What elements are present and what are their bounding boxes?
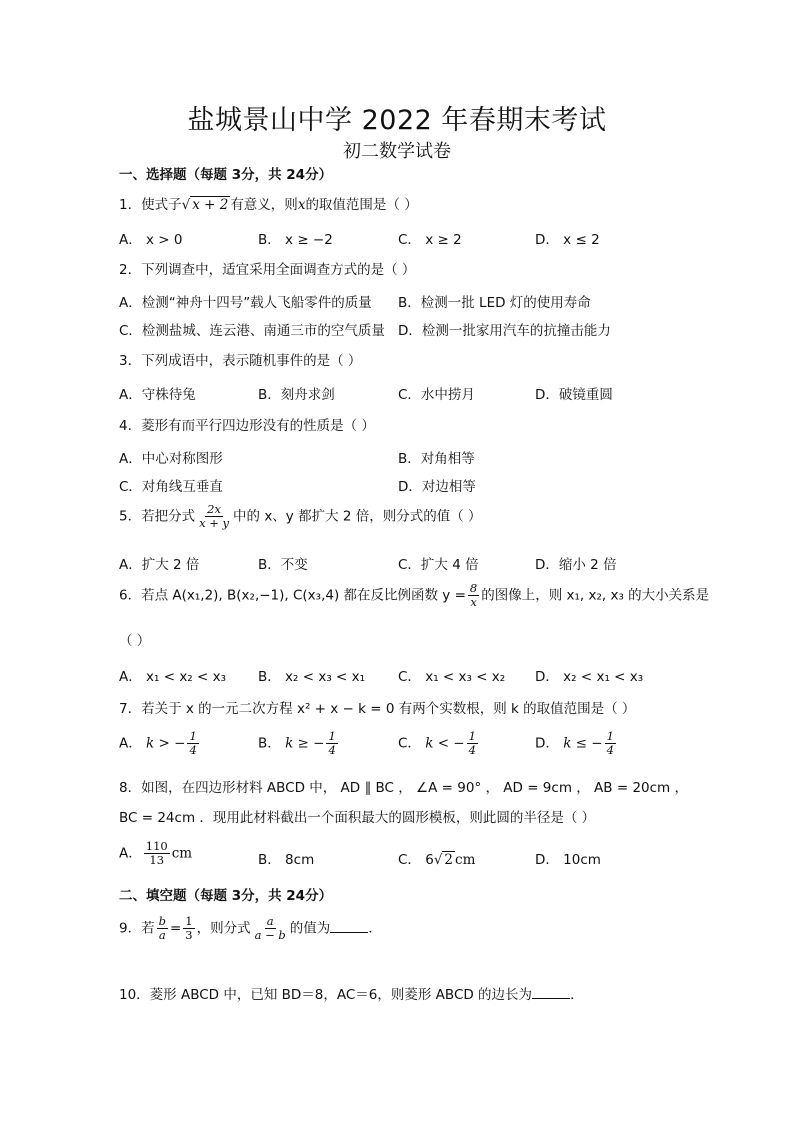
q9-f2-denominator: 3 bbox=[185, 928, 193, 943]
q1-post: 的取值范围是（ ） bbox=[305, 197, 418, 213]
q7-d-fraction bbox=[605, 730, 616, 757]
q7-b-relation: k ≥ − bbox=[285, 735, 325, 752]
q7-d-denominator: 4 bbox=[606, 743, 614, 758]
q9-answer-blank[interactable] bbox=[330, 920, 368, 933]
q2-option-a: A．检测“神舟十四号”载人飞船零件的质量 bbox=[119, 295, 372, 311]
q8-a-denominator: 13 bbox=[149, 853, 165, 868]
q7-a-fraction bbox=[187, 730, 198, 757]
q9-f2-numerator: 1 bbox=[185, 914, 193, 928]
q3-option-d: D．破镜重圆 bbox=[535, 387, 613, 403]
q8-a-unit: cm bbox=[171, 845, 193, 862]
q9-f3-numerator: a bbox=[266, 914, 274, 928]
q5-post: 中的 x、y 都扩大 2 倍，则分式的值（ ） bbox=[233, 508, 482, 525]
q7-c-numerator: 1 bbox=[468, 729, 476, 743]
q8-c-sqrt: √ 2 bbox=[433, 852, 454, 868]
q8-c-radicand: 2 bbox=[444, 852, 454, 868]
q6-option-a: A． x₁ < x₂ < x₃ bbox=[119, 669, 227, 685]
question-10 bbox=[119, 983, 584, 1003]
q3-option-b: B．刻舟求剑 bbox=[258, 387, 335, 403]
q7-c-fraction bbox=[467, 730, 478, 757]
q5-option-c: C．扩大 4 倍 bbox=[398, 557, 479, 573]
q5-option-b: B．不变 bbox=[258, 557, 308, 573]
q7-a-label: A． bbox=[119, 735, 142, 752]
q1-option-a: A． x > 0 bbox=[119, 232, 183, 248]
q7-a-numerator: 1 bbox=[189, 729, 197, 743]
question-4: 4．菱形有而平行四边形没有的性质是（ ） bbox=[119, 418, 375, 434]
q9-equals: = bbox=[169, 920, 182, 937]
q6-post: 的图像上，则 x₁, x₂, x₃ 的大小关系是 bbox=[481, 587, 710, 604]
q9-mid: ，则分式 bbox=[196, 920, 251, 937]
q6-numerator: 8 bbox=[469, 581, 478, 595]
q4-option-a: A．中心对称图形 bbox=[119, 451, 223, 467]
q7-b-label: B． bbox=[258, 735, 281, 752]
q5-option-a: A．扩大 2 倍 bbox=[119, 557, 200, 573]
q6-fraction bbox=[468, 582, 479, 609]
q3-option-a: A．守株待兔 bbox=[119, 387, 196, 403]
q7-d-numerator: 1 bbox=[606, 729, 614, 743]
q9-post: 的值为 bbox=[289, 920, 331, 937]
section-heading-fill: 二、填空题（每题 3分，共 24分） bbox=[119, 888, 333, 904]
q9-fraction-2 bbox=[183, 915, 194, 942]
q1-pre: 1．使式子 bbox=[119, 197, 182, 213]
q5-numerator: 2x bbox=[207, 502, 221, 516]
q2-option-b: B．检测一批 LED 灯的使用寿命 bbox=[398, 295, 591, 311]
q9-fraction-1 bbox=[157, 915, 168, 942]
q7-option-a bbox=[119, 730, 201, 757]
q10-stem: 10．菱形 ABCD 中，已知 BD＝8，AC＝6，则菱形 ABCD 的边长为 bbox=[119, 987, 533, 1003]
q8-a-fraction bbox=[144, 840, 170, 867]
q8-c-unit: cm bbox=[455, 852, 476, 868]
q7-a-denominator: 4 bbox=[189, 743, 197, 758]
q7-c-label: C． bbox=[398, 735, 421, 752]
q9-pre: 9．若 bbox=[119, 920, 155, 937]
q6-option-c: C． x₁ < x₃ < x₂ bbox=[398, 669, 506, 685]
question-6 bbox=[119, 582, 709, 609]
q8-a-numerator: 110 bbox=[145, 839, 168, 853]
q9-end: ． bbox=[368, 920, 382, 937]
q7-option-c bbox=[398, 730, 480, 757]
q6-denominator: x bbox=[470, 595, 477, 610]
q9-f1-numerator: b bbox=[158, 914, 166, 928]
q7-b-fraction bbox=[326, 730, 337, 757]
q10-end: ． bbox=[570, 987, 584, 1003]
q9-fraction-3 bbox=[253, 915, 288, 942]
q1-mid: 有意义，则 bbox=[230, 197, 298, 213]
q1-option-c: C． x ≥ 2 bbox=[398, 232, 462, 248]
page-title: 盐城景山中学 2022 年春期末考试 bbox=[187, 105, 607, 136]
q6-option-b: B． x₂ < x₃ < x₁ bbox=[258, 669, 366, 685]
question-3: 3．下列成语中，表示随机事件的是（ ） bbox=[119, 353, 362, 369]
q7-d-relation: k ≤ − bbox=[563, 735, 603, 752]
section-heading-choice: 一、选择题（每题 3分，共 24分） bbox=[119, 167, 333, 183]
q5-option-d: D．缩小 2 倍 bbox=[535, 557, 617, 573]
question-5 bbox=[119, 503, 482, 530]
q7-d-label: D． bbox=[535, 735, 559, 752]
q7-c-denominator: 4 bbox=[468, 743, 476, 758]
q1-radicand: x + 2 bbox=[192, 197, 229, 213]
page-subtitle: 初二数学试卷 bbox=[343, 141, 451, 162]
question-2: 2．下列调查中，适宜采用全面调查方式的是（ ） bbox=[119, 262, 416, 278]
q5-denominator: x + y bbox=[199, 516, 230, 531]
sqrt-expression: √ x + 2 bbox=[181, 197, 229, 213]
q7-a-relation: k > − bbox=[146, 735, 186, 752]
q1-option-b: B． x ≥ −2 bbox=[258, 232, 333, 248]
q8-c-label: C． 6 bbox=[398, 852, 434, 868]
q7-option-d bbox=[535, 730, 618, 757]
q7-c-relation: k < − bbox=[425, 735, 465, 752]
q1-option-d: D． x ≤ 2 bbox=[535, 232, 600, 248]
q2-option-d: D．检测一批家用汽车的抗撞击能力 bbox=[398, 323, 611, 339]
q3-option-c: C．水中捞月 bbox=[398, 387, 475, 403]
question-9 bbox=[119, 915, 382, 942]
q1-var: x bbox=[297, 197, 306, 213]
q8-option-a bbox=[119, 840, 192, 867]
q7-b-denominator: 4 bbox=[328, 743, 336, 758]
q6-answer-paren: （ ） bbox=[119, 633, 151, 649]
q4-option-b: B．对角相等 bbox=[398, 451, 475, 467]
q5-pre: 5．若把分式 bbox=[119, 508, 196, 525]
q7-b-numerator: 1 bbox=[328, 729, 336, 743]
q7-option-b bbox=[258, 730, 340, 757]
question-8-line-1: 8．如图，在四边形材料 ABCD 中， AD ∥ BC ， ∠A = 90° ， AD = 9cm ， AB = 20cm ， bbox=[119, 780, 688, 796]
q2-option-c: C．检测盐城、连云港、南通三市的空气质量 bbox=[119, 323, 385, 339]
question-7: 7．若关于 x 的一元二次方程 x² + x − k = 0 有两个实数根，则 k 的取值范围是（ ） bbox=[119, 701, 636, 717]
q9-f1-denominator: a bbox=[158, 928, 166, 943]
question-8-line-2: BC = 24cm ．现用此材料截出一个面积最大的圆形模板，则此圆的半径是（ ） bbox=[119, 810, 596, 826]
q10-answer-blank[interactable] bbox=[532, 986, 570, 999]
q8-option-c bbox=[398, 848, 475, 868]
q8-a-label: A． bbox=[119, 845, 142, 862]
q6-pre: 6．若点 A(x₁,2), B(x₂,−1), C(x₃,4) 都在反比例函数 y = bbox=[119, 587, 466, 604]
q9-f3-denominator: a − b bbox=[254, 928, 286, 943]
question-1 bbox=[119, 193, 418, 213]
q6-option-d: D． x₂ < x₁ < x₃ bbox=[535, 669, 644, 685]
q4-option-d: D．对边相等 bbox=[398, 479, 476, 495]
q4-option-c: C．对角线互垂直 bbox=[119, 479, 223, 495]
q8-option-b: B． 8cm bbox=[258, 852, 315, 868]
q5-fraction bbox=[197, 503, 231, 530]
q8-option-d: D． 10cm bbox=[535, 852, 601, 868]
